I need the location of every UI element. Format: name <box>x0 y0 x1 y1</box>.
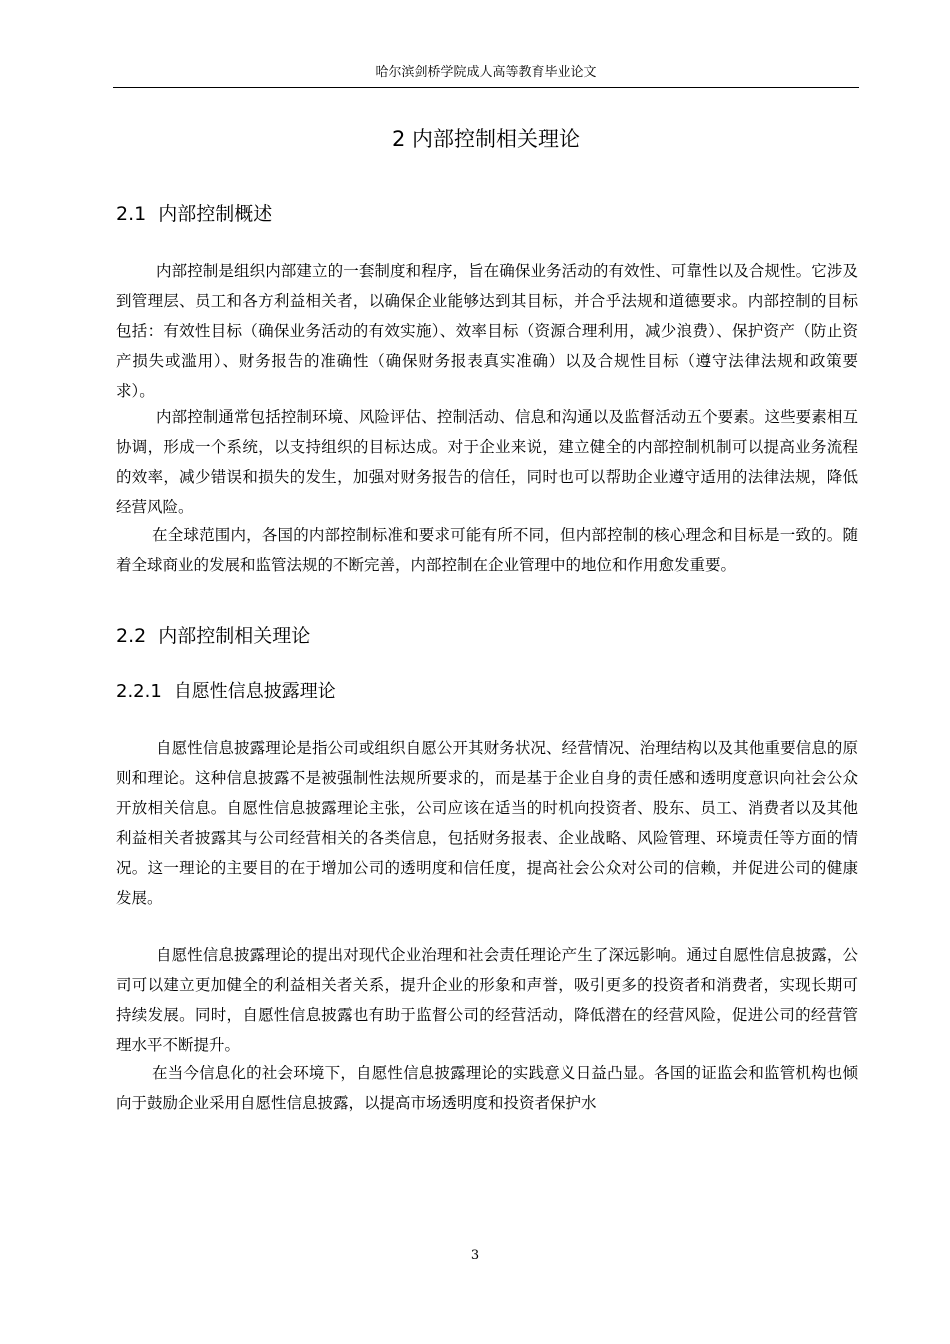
section-title: 内部控制概述 <box>158 203 273 225</box>
paragraph: 在当今信息化的社会环境下，自愿性信息披露理论的实践意义日益凸显。各国的证监会和监管机构也倾向于鼓励企业采用自愿性信息披露，以提高市场透明度和投资者保护水 <box>116 1064 858 1112</box>
paragraph: 自愿性信息披露理论是指公司或组织自愿公开其财务状况、经营情况、治理结构以及其他重要信息的原则和理论。这种信息披露不是被强制性法规所要求的，而是基于企业自身的责任感和透明度意识向社会公众开放相关信息。自愿性信息披露理论主张，公司应该在适当的时机向投资者、股东、员工、消费者以及其他利益相关者披露其与公司经营相关的各类信息，包括财务报表、企业战略、风险管理、环境责任等方面的情况。这一理论的主要目的在于增加公司的透明度和信任度，提高社会公众对公司的信赖，并促进公司的健康发展。 <box>116 739 858 907</box>
subsection-heading-2-2-1 <box>116 678 336 706</box>
section-heading-2-2 <box>116 622 310 650</box>
section-title: 内部控制相关理论 <box>158 625 311 647</box>
chapter-title: 2 内部控制相关理论 <box>391 127 581 151</box>
section-number: 2.2.1 <box>116 681 162 702</box>
section-number: 2.2 <box>116 625 147 647</box>
section-title: 自愿性信息披露理论 <box>173 681 336 702</box>
paragraph: 内部控制通常包括控制环境、风险评估、控制活动、信息和沟通以及监督活动五个要素。这些要素相互协调，形成一个系统，以支持组织的目标达成。对于企业来说，建立健全的内部控制机制可以提高业务流程的效率，减少错误和损失的发生，加强对财务报告的信任，同时也可以帮助企业遵守适用的法律法规，降低经营风险。 <box>116 408 858 516</box>
paragraph: 内部控制是组织内部建立的一套制度和程序，旨在确保业务活动的有效性、可靠性以及合规性。它涉及到管理层、员工和各方利益相关者，以确保企业能够达到其目标，并合乎法规和道德要求。内部控制的目标包括：有效性目标（确保业务活动的有效实施）、效率目标（资源合理利用，减少浪费）、保护资产（防止资产损失或滥用）、财务报告的准确性（确保财务报表真实准确）以及合规性目标（遵守法律法规和政策要求）。 <box>116 262 858 400</box>
section-number: 2.1 <box>116 203 147 225</box>
paragraph: 自愿性信息披露理论的提出对现代企业治理和社会责任理论产生了深远影响。通过自愿性信息披露，公司可以建立更加健全的利益相关者关系，提升企业的形象和声誉，吸引更多的投资者和消费者，实现长期可持续发展。同时，自愿性信息披露也有助于监督公司的经营活动，降低潜在的经营风险，促进公司的经营管理水平不断提升。 <box>116 946 858 1054</box>
running-header: 哈尔滨剑桥学院成人高等教育毕业论文 <box>375 65 597 80</box>
section-heading-2-1 <box>116 200 272 228</box>
header-divider <box>113 87 859 88</box>
paragraph: 在全球范围内，各国的内部控制标准和要求可能有所不同，但内部控制的核心理念和目标是一致的。随着全球商业的发展和监管法规的不断完善，内部控制在企业管理中的地位和作用愈发重要。 <box>116 526 858 574</box>
page-number: 3 <box>470 1248 480 1263</box>
